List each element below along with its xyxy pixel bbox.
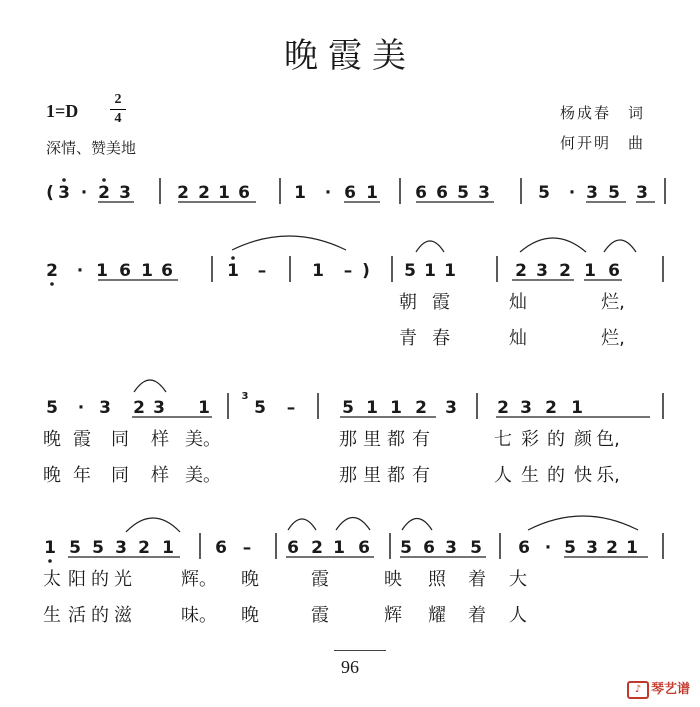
note-2-15: 2 xyxy=(545,398,557,418)
note-3-21: 1 xyxy=(626,538,638,558)
note-2-3: 2 xyxy=(133,398,145,418)
lyric-3-0-9: 着 xyxy=(468,569,486,590)
lyric-2-1-2: 同 xyxy=(111,465,129,486)
note-2-16: 1 xyxy=(571,398,583,418)
note-1-16: 2 xyxy=(559,261,571,281)
lyric-2-0-12: 颜 xyxy=(574,429,592,450)
watermark-text: 琴艺谱 xyxy=(650,682,690,697)
lyric-3-0-8: 照 xyxy=(428,569,446,590)
note-3-14: 3 xyxy=(445,538,457,558)
lyric-1-1-2: 灿 xyxy=(509,328,527,349)
note-3-18: 5 xyxy=(564,538,576,558)
watermark xyxy=(627,678,690,699)
score-marks xyxy=(43,178,665,626)
lyric-2-0-2: 同 xyxy=(111,429,129,450)
lyric-1-1-0: 青 xyxy=(399,328,417,349)
note-3-15: 5 xyxy=(470,538,482,558)
lyric-1-0-1: 霞 xyxy=(432,292,450,313)
watermark-logo-icon: ♪ xyxy=(627,681,649,699)
lyric-3-1-2: 的 xyxy=(91,605,109,626)
note-0-10: · xyxy=(324,183,332,203)
lyric-3-1-9: 着 xyxy=(468,605,486,626)
note-0-6: 2 xyxy=(198,183,210,203)
slur-1 xyxy=(416,241,444,252)
note-0-2: · xyxy=(80,183,88,203)
note-1-9: – xyxy=(343,261,353,281)
lyric-3-1-8: 耀 xyxy=(428,605,446,626)
lyric-1-1-3: 烂, xyxy=(601,328,625,349)
note-1-17: 1 xyxy=(584,261,596,281)
note-2-5: 1 xyxy=(198,398,210,418)
note-1-12: 1 xyxy=(424,261,436,281)
note-1-0: 2 xyxy=(46,261,58,281)
note-0-8: 6 xyxy=(238,183,250,203)
octave-dot-high xyxy=(231,256,235,260)
note-0-21: 3 xyxy=(636,183,648,203)
note-3-20: 2 xyxy=(606,538,618,558)
note-0-15: 5 xyxy=(457,183,469,203)
lyric-2-1-13: 乐, xyxy=(596,465,620,486)
meter-top: 2 xyxy=(114,92,122,107)
note-1-15: 3 xyxy=(536,261,548,281)
page-number: 96 xyxy=(341,657,359,677)
note-1-10: ) xyxy=(362,261,370,281)
octave-dot-low xyxy=(48,559,52,563)
note-1-3: 6 xyxy=(119,261,131,281)
note-2-4: 3 xyxy=(153,398,165,418)
lyric-3-1-0: 生 xyxy=(43,605,61,626)
lyric-3-0-4: 辉。 xyxy=(181,569,217,590)
lyric-2-0-13: 色, xyxy=(596,429,620,450)
note-1-5: 6 xyxy=(161,261,173,281)
tie-1 xyxy=(232,236,346,250)
note-3-19: 3 xyxy=(586,538,598,558)
slur-8 xyxy=(402,519,432,531)
lyric-3-1-7: 辉 xyxy=(384,605,402,626)
lyric-2-1-5: 那 xyxy=(339,465,357,486)
note-3-7: – xyxy=(242,538,252,558)
note-1-8: 1 xyxy=(312,261,324,281)
slur-6 xyxy=(288,519,316,530)
lyric-1-0-0: 朝 xyxy=(399,292,417,313)
lyric-3-0-6: 霞 xyxy=(311,569,329,590)
note-2-9: 1 xyxy=(366,398,378,418)
note-0-11: 6 xyxy=(344,183,356,203)
note-3-2: 5 xyxy=(92,538,104,558)
note-3-17: · xyxy=(544,538,552,558)
lyric-2-1-4: 美。 xyxy=(185,465,221,486)
lyricist-credit: 杨成春 词 xyxy=(560,104,646,122)
slur-3 xyxy=(604,240,636,252)
octave-dot-high xyxy=(62,178,66,182)
note-0-16: 3 xyxy=(478,183,490,203)
lyric-3-1-3: 滋 xyxy=(114,605,132,626)
lyric-3-0-2: 的 xyxy=(91,569,109,590)
lyric-2-0-6: 里 xyxy=(363,429,381,450)
lyric-2-1-1: 年 xyxy=(73,465,91,486)
lyric-2-1-8: 有 xyxy=(412,465,430,486)
note-2-12: 3 xyxy=(445,398,457,418)
note-3-10: 1 xyxy=(333,538,345,558)
note-2-10: 1 xyxy=(390,398,402,418)
note-1-4: 1 xyxy=(141,261,153,281)
note-0-1: 3 xyxy=(58,183,70,203)
lyric-2-0-9: 七 xyxy=(494,429,512,450)
note-3-5: 1 xyxy=(162,538,174,558)
note-1-13: 1 xyxy=(444,261,456,281)
lyric-2-1-6: 里 xyxy=(363,465,381,486)
note-1-11: 5 xyxy=(404,261,416,281)
note-2-13: 2 xyxy=(497,398,509,418)
note-1-1: · xyxy=(76,261,84,281)
note-3-0: 1 xyxy=(44,538,56,558)
lyric-2-0-11: 的 xyxy=(547,429,565,450)
note-2-8: 5 xyxy=(342,398,354,418)
lyric-3-1-5: 晚 xyxy=(241,605,259,626)
note-2-2: 3 xyxy=(99,398,111,418)
note-0-18: · xyxy=(568,183,576,203)
note-0-20: 5 xyxy=(608,183,620,203)
octave-dot-high xyxy=(102,178,106,182)
page-number-rule xyxy=(334,650,386,651)
lyric-2-1-0: 晚 xyxy=(43,465,61,486)
note-0-14: 6 xyxy=(436,183,448,203)
note-3-12: 5 xyxy=(400,538,412,558)
note-0-0: ( xyxy=(46,183,54,203)
note-3-11: 6 xyxy=(358,538,370,558)
song-title: 晚霞美 xyxy=(284,36,416,76)
note-0-5: 2 xyxy=(177,183,189,203)
lyric-2-0-5: 那 xyxy=(339,429,357,450)
grace-note: 3 xyxy=(241,391,249,402)
lyric-3-0-7: 映 xyxy=(384,569,402,590)
note-3-13: 6 xyxy=(423,538,435,558)
lyric-3-1-4: 味。 xyxy=(181,605,217,626)
lyric-3-0-10: 大 xyxy=(509,569,527,590)
lyric-2-0-4: 美。 xyxy=(185,429,221,450)
note-0-13: 6 xyxy=(415,183,427,203)
lyric-3-0-1: 阳 xyxy=(68,569,86,590)
lyric-3-0-3: 光 xyxy=(114,569,132,590)
note-1-18: 6 xyxy=(608,261,620,281)
lyric-2-0-1: 霞 xyxy=(73,429,91,450)
composer-credit: 何开明 曲 xyxy=(560,134,646,152)
lyric-2-1-3: 样 xyxy=(151,465,169,486)
lyric-2-0-10: 彩 xyxy=(521,429,539,450)
note-3-9: 2 xyxy=(311,538,323,558)
note-3-8: 6 xyxy=(287,538,299,558)
note-2-11: 2 xyxy=(415,398,427,418)
lyric-2-0-7: 都 xyxy=(387,429,405,450)
lyric-2-1-7: 都 xyxy=(387,465,405,486)
lyric-2-0-3: 样 xyxy=(151,429,169,450)
note-2-6: 5 xyxy=(254,398,266,418)
lyric-2-1-9: 人 xyxy=(494,465,512,486)
lyric-3-0-0: 太 xyxy=(43,569,61,590)
note-1-14: 2 xyxy=(515,261,527,281)
lyric-2-0-0: 晚 xyxy=(43,429,61,450)
note-0-12: 1 xyxy=(366,183,378,203)
slur-7 xyxy=(336,518,370,531)
note-1-2: 1 xyxy=(96,261,108,281)
meter-bottom: 4 xyxy=(114,111,122,126)
note-2-14: 3 xyxy=(520,398,532,418)
lyric-1-0-2: 灿 xyxy=(509,292,527,313)
note-0-3: 2 xyxy=(98,183,110,203)
note-1-7: – xyxy=(257,261,267,281)
lyric-3-1-6: 霞 xyxy=(311,605,329,626)
lyric-2-1-11: 的 xyxy=(547,465,565,486)
lyric-3-1-10: 人 xyxy=(509,605,527,626)
slur-4 xyxy=(134,380,166,392)
lyric-1-1-1: 春 xyxy=(432,328,450,349)
lyric-2-0-8: 有 xyxy=(412,429,430,450)
note-1-6: 1 xyxy=(227,261,239,281)
octave-dot-low xyxy=(50,282,54,286)
lyric-2-1-12: 快 xyxy=(574,465,592,486)
note-0-7: 1 xyxy=(218,183,230,203)
note-3-16: 6 xyxy=(518,538,530,558)
note-2-1: · xyxy=(77,398,85,418)
note-2-7: – xyxy=(286,398,296,418)
note-2-0: 5 xyxy=(46,398,58,418)
tempo-marking: 深情、赞美地 xyxy=(46,139,137,157)
note-3-6: 6 xyxy=(215,538,227,558)
note-0-19: 3 xyxy=(586,183,598,203)
lyric-3-0-5: 晚 xyxy=(241,569,259,590)
note-3-3: 3 xyxy=(115,538,127,558)
note-0-17: 5 xyxy=(538,183,550,203)
slur-5 xyxy=(126,518,180,532)
lyric-2-1-10: 生 xyxy=(521,465,539,486)
note-3-4: 2 xyxy=(138,538,150,558)
slur-9 xyxy=(528,516,638,530)
note-3-1: 5 xyxy=(69,538,81,558)
lyric-3-1-1: 活 xyxy=(68,605,86,626)
note-0-9: 1 xyxy=(294,183,306,203)
note-0-4: 3 xyxy=(119,183,131,203)
key-signature: 1=D xyxy=(46,101,79,121)
lyric-1-0-3: 烂, xyxy=(601,292,625,313)
slur-2 xyxy=(520,238,586,252)
